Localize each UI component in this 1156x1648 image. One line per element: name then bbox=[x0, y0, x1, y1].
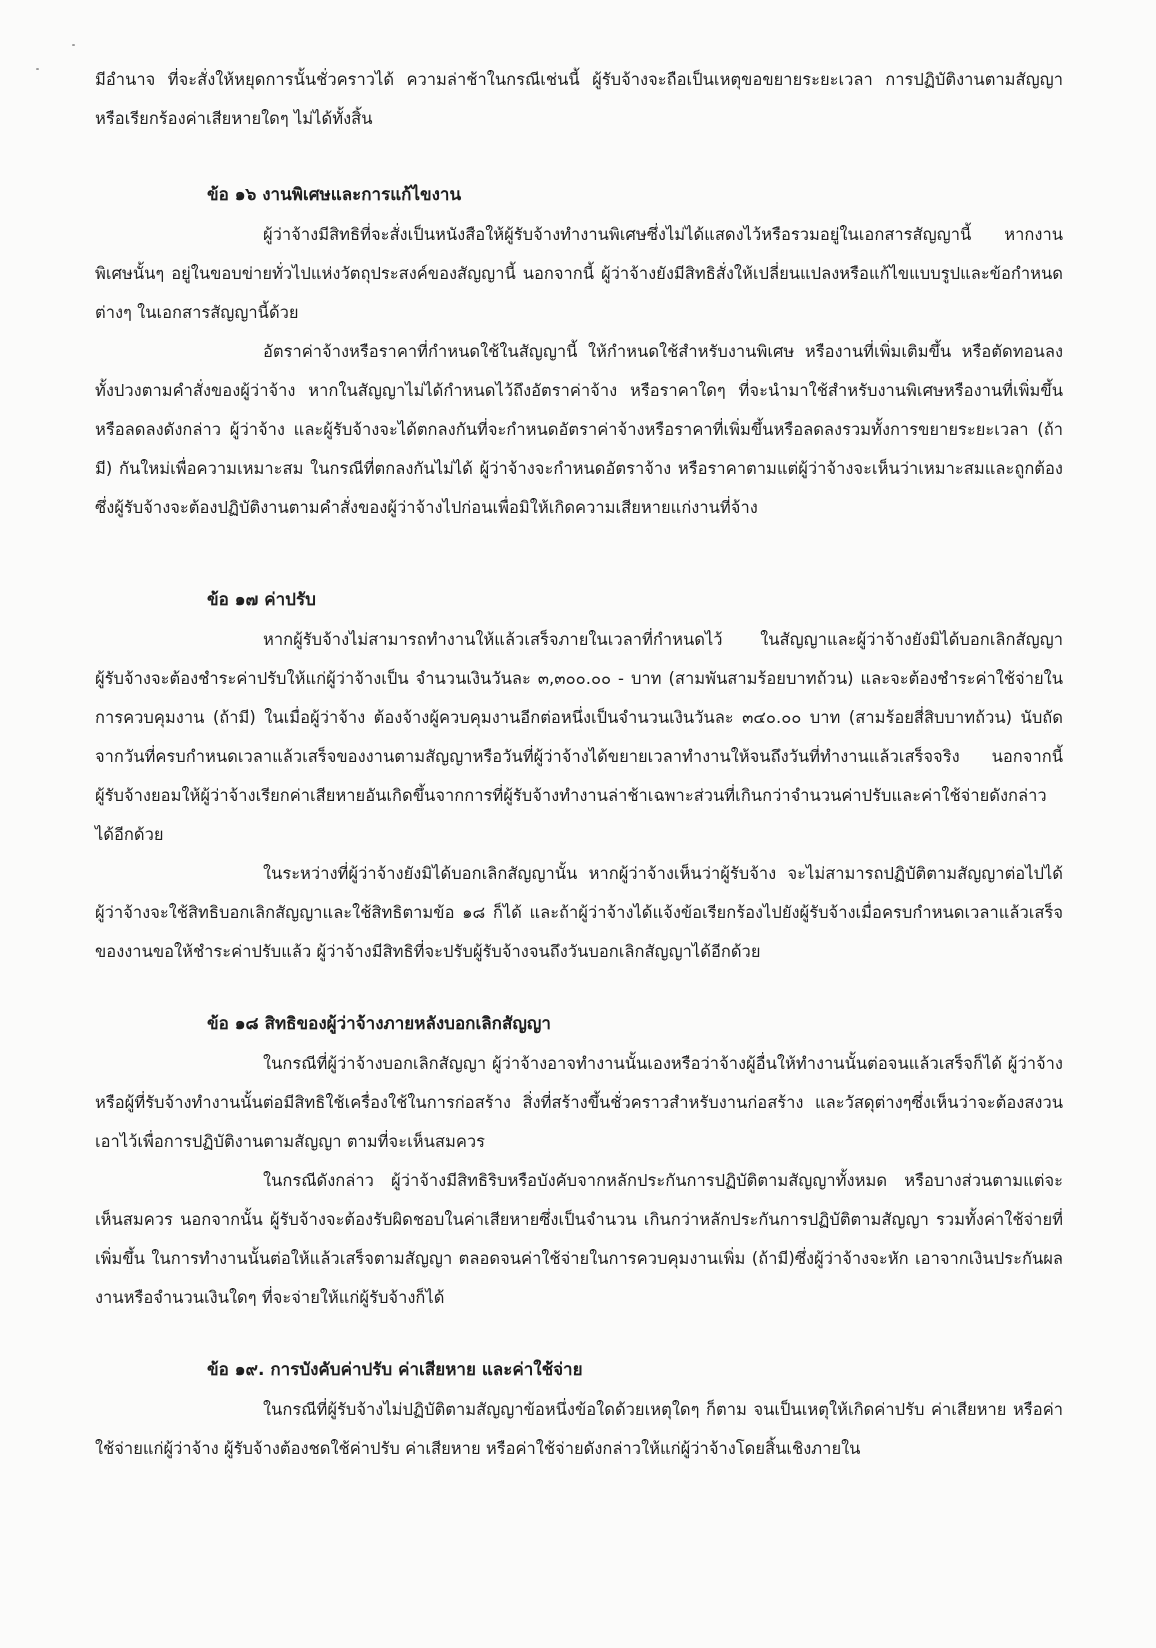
scan-speck bbox=[36, 68, 39, 70]
section-18-heading: ข้อ ๑๘ สิทธิของผู้ว่าจ้างภายหลังบอกเลิกสัญญา bbox=[207, 1014, 551, 1034]
section-16-heading: ข้อ ๑๖ งานพิเศษและการแก้ไขงาน bbox=[207, 185, 462, 205]
intro-paragraph: มีอำนาจ ที่จะสั่งให้หยุดการนั้นชั่วคราวได้ ความล่าช้าในกรณีเช่นนี้ ผู้รับจ้างจะถือเป็นเหตุขอขยายระยะเวลา การปฏิบัติงานตามสัญญาหรือเรียกร้องค่าเสียหายใดๆ ไม่ได้ทั้งสิ้น bbox=[95, 70, 1063, 128]
section-19-paragraph-1: ในกรณีที่ผู้รับจ้างไม่ปฏิบัติตามสัญญาข้อหนึ่งข้อใดด้วยเหตุใดๆ ก็ตาม จนเป็นเหตุให้เกิดค่าปรับ ค่าเสียหาย หรือค่าใช้จ่ายแก่ผู้ว่าจ้าง ผู้รับจ้างต้องชดใช้ค่าปรับ ค่าเสียหาย หรือค่าใช้จ่ายดังกล่าวให้แก่ผู้ว่าจ้างโดยสิ้นเชิงภายใน bbox=[95, 1400, 1063, 1458]
section-16-paragraph-2: อัตราค่าจ้างหรือราคาที่กำหนดใช้ในสัญญานี้ ให้กำหนดใช้สำหรับงานพิเศษ หรืองานที่เพิ่มเติมขึ้น หรือตัดทอนลงทั้งปวงตามคำสั่งของผู้ว่าจ้าง หากในสัญญาไม่ได้กำหนดไว้ถึงอัตราค่าจ้าง หรือราคาใดๆ ที่จะนำมาใช้สำหรับงานพิเศษหรืองานที่เพิ่มขึ้นหรือลดลงดังกล่าว ผู้ว่าจ้าง และผู้รับจ้างจะได้ตกลงกันที่จะกำหนดอัตราค่าจ้างหรือราคาที่เพิ่มขึ้นหรือลดลงรวมทั้งการขยายระยะเวลา (ถ้ามี) กันใหม่เพื่อความเหมาะสม ในกรณีที่ตกลงกันไม่ได้ ผู้ว่าจ้างจะกำหนดอัตราจ้าง หรือราคาตามแต่ผู้ว่าจ้างจะเห็นว่าเหมาะสมและถูกต้อง ซึ่งผู้รับจ้างจะต้องปฏิบัติงานตามคำสั่งของผู้ว่าจ้างไปก่อนเพื่อมิให้เกิดความเสียหายแก่งานที่จ้าง bbox=[95, 342, 1063, 517]
scan-speck bbox=[72, 44, 75, 46]
section-18-paragraph-1: ในกรณีที่ผู้ว่าจ้างบอกเลิกสัญญา ผู้ว่าจ้างอาจทำงานนั้นเองหรือว่าจ้างผู้อื่นให้ทำงานนั้นต่อจนแล้วเสร็จก็ได้ ผู้ว่าจ้างหรือผู้ที่รับจ้างทำงานนั้นต่อมีสิทธิใช้เครื่องใช้ในการก่อสร้าง สิ่งที่สร้างขึ้นชั่วคราวสำหรับงานก่อสร้าง และวัสดุต่างๆซึ่งเห็นว่าจะต้องสงวนเอาไว้เพื่อการปฏิบัติงานตามสัญญา ตามที่จะเห็นสมควร bbox=[95, 1054, 1063, 1151]
section-16-paragraph-1: ผู้ว่าจ้างมีสิทธิที่จะสั่งเป็นหนังสือให้ผู้รับจ้างทำงานพิเศษซึ่งไม่ได้แสดงไว้หรือรวมอยู่ในเอกสารสัญญานี้ หากงานพิเศษนั้นๆ อยู่ในขอบข่ายทั่วไปแห่งวัตถุประสงค์ของสัญญานี้ นอกจากนี้ ผู้ว่าจ้างยังมีสิทธิสั่งให้เปลี่ยนแปลงหรือแก้ไขแบบรูปและข้อกำหนดต่างๆ ในเอกสารสัญญานี้ด้วย bbox=[95, 225, 1063, 322]
section-17-paragraph-1: หากผู้รับจ้างไม่สามารถทำงานให้แล้วเสร็จภายในเวลาที่กำหนดไว้ ในสัญญาและผู้ว่าจ้างยังมิได้บอกเลิกสัญญา ผู้รับจ้างจะต้องชำระค่าปรับให้แก่ผู้ว่าจ้างเป็น จำนวนเงินวันละ ๓,๓๐๐.๐๐ - บาท (สามพันสามร้อยบาทถ้วน) และจะต้องชำระค่าใช้จ่ายในการควบคุมงาน (ถ้ามี) ในเมื่อผู้ว่าจ้าง ต้องจ้างผู้ควบคุมงานอีกต่อหนึ่งเป็นจำนวนเงินวันละ ๓๔๐.๐๐ บาท (สามร้อยสี่สิบบาทถ้วน) นับถัดจากวันที่ครบกำหนดเวลาแล้วเสร็จของงานตามสัญญาหรือวันที่ผู้ว่าจ้างได้ขยายเวลาทำงานให้จนถึงวันที่ทำงานแล้วเสร็จจริง นอกจากนี้ ผู้รับจ้างยอมให้ผู้ว่าจ้างเรียกค่าเสียหายอันเกิดขึ้นจากการที่ผู้รับจ้างทำงานล่าช้าเฉพาะส่วนที่เกินกว่าจำนวนค่าปรับและค่าใช้จ่ายดังกล่าวได้อีกด้วย bbox=[95, 630, 1063, 844]
section-17-heading: ข้อ ๑๗ ค่าปรับ bbox=[207, 590, 316, 610]
section-17-paragraph-2: ในระหว่างที่ผู้ว่าจ้างยังมิได้บอกเลิกสัญญานั้น หากผู้ว่าจ้างเห็นว่าผู้รับจ้าง จะไม่สามารถปฏิบัติตามสัญญาต่อไปได้ ผู้ว่าจ้างจะใช้สิทธิบอกเลิกสัญญาและใช้สิทธิตามข้อ ๑๘ ก็ได้ และถ้าผู้ว่าจ้างได้แจ้งข้อเรียกร้องไปยังผู้รับจ้างเมื่อครบกำหนดเวลาแล้วเสร็จของงานขอให้ชำระค่าปรับแล้ว ผู้ว่าจ้างมีสิทธิที่จะปรับผู้รับจ้างจนถึงวันบอกเลิกสัญญาได้อีกด้วย bbox=[95, 864, 1063, 961]
section-18-paragraph-2: ในกรณีดังกล่าว ผู้ว่าจ้างมีสิทธิริบหรือบังคับจากหลักประกันการปฏิบัติตามสัญญาทั้งหมด หรือบางส่วนตามแต่จะเห็นสมควร นอกจากนั้น ผู้รับจ้างจะต้องรับผิดชอบในค่าเสียหายซึ่งเป็นจำนวน เกินกว่าหลักประกันการปฏิบัติตามสัญญา รวมทั้งค่าใช้จ่ายที่เพิ่มขึ้น ในการทำงานนั้นต่อให้แล้วเสร็จตามสัญญา ตลอดจนค่าใช้จ่ายในการควบคุมงานเพิ่ม (ถ้ามี)ซึ่งผู้ว่าจ้างจะหัก เอาจากเงินประกันผลงานหรือจำนวนเงินใดๆ ที่จะจ่ายให้แก่ผู้รับจ้างก็ได้ bbox=[95, 1171, 1063, 1307]
document-body bbox=[95, 60, 1063, 1468]
section-19-heading: ข้อ ๑๙. การบังคับค่าปรับ ค่าเสียหาย และค่าใช้จ่าย bbox=[207, 1360, 583, 1380]
